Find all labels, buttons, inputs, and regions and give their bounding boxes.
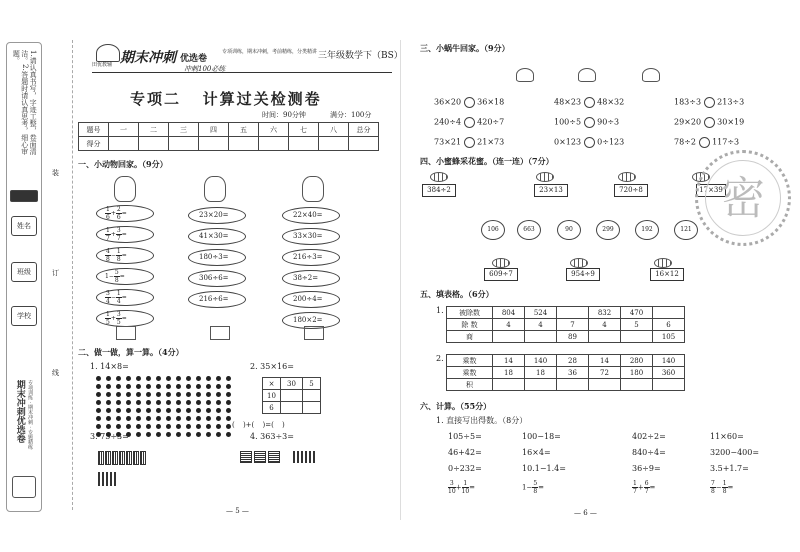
dot — [176, 424, 181, 429]
dot — [196, 376, 201, 381]
page-divider — [400, 40, 401, 520]
dot — [146, 432, 151, 437]
bee-icon — [618, 172, 636, 182]
section1-title: 一、小动物回家。（9分） — [78, 159, 168, 169]
compare-item: 48×23 48×32 — [554, 97, 625, 107]
s1-item: 22×40= — [282, 207, 340, 224]
dot — [156, 384, 161, 389]
dot-array — [96, 376, 233, 437]
dot — [106, 376, 111, 381]
score-header: 五 — [229, 123, 259, 137]
s3-grid — [434, 97, 794, 148]
dot — [176, 408, 181, 413]
dot — [226, 408, 231, 413]
grid-cell[interactable] — [303, 402, 321, 414]
dot — [176, 384, 181, 389]
dot — [166, 432, 171, 437]
oral-item: 402÷2= — [632, 432, 666, 441]
dot — [196, 416, 201, 421]
dot — [186, 384, 191, 389]
dot — [126, 416, 131, 421]
compare-item: 100÷5 90÷3 — [554, 117, 620, 127]
s1-item: 38÷2= — [282, 270, 340, 287]
oral-item: 46+42= — [448, 448, 482, 458]
flower-answer[interactable]: 90 — [557, 220, 581, 240]
bee-icon — [654, 258, 672, 268]
dot — [116, 408, 121, 413]
dot — [226, 392, 231, 397]
dot — [116, 424, 121, 429]
dot — [146, 376, 151, 381]
dot — [156, 416, 161, 421]
header-subslogan: 冲刺100必练 — [184, 65, 226, 73]
dot — [226, 416, 231, 421]
dot — [186, 400, 191, 405]
dot — [126, 400, 131, 405]
flower-answer[interactable]: 121 — [674, 220, 698, 240]
oral-item: 840÷4= — [632, 448, 666, 458]
dot — [96, 424, 101, 429]
field-name-label: 姓名 — [11, 216, 37, 236]
dot — [206, 392, 211, 397]
score-cell[interactable] — [139, 137, 169, 151]
exam-time: 时间：90分钟 — [262, 111, 306, 119]
s1-frac-item: $\frac{1}{5}$ + $\frac{3}{5}$ = — [96, 310, 154, 327]
house-icon — [210, 326, 230, 340]
snail-icon — [516, 68, 534, 82]
cut-line — [72, 40, 73, 510]
s2-q1: 1. 14×8= — [90, 362, 129, 371]
s1-item: 33×30= — [282, 228, 340, 245]
stick-bundles-icon — [98, 450, 147, 490]
page-title: 专项二 计算过关检测卷 — [130, 90, 322, 108]
dot — [216, 432, 221, 437]
dot — [226, 432, 231, 437]
dot — [156, 424, 161, 429]
compare-circle[interactable] — [464, 137, 475, 148]
dot — [186, 376, 191, 381]
product-cell[interactable] — [621, 379, 653, 391]
dot — [196, 432, 201, 437]
score-header: 三 — [169, 123, 199, 137]
dot — [116, 400, 121, 405]
oral-item: 10.1−1.4= — [522, 464, 566, 474]
dot — [106, 416, 111, 421]
oral-item: 3.5+1.7= — [710, 464, 749, 474]
product-cell[interactable] — [589, 379, 621, 391]
binding-field-logo — [10, 190, 38, 202]
s2-q2: 2. 35×16= — [250, 362, 294, 371]
score-cell[interactable] — [109, 137, 139, 151]
page-number-left: — 5 — — [226, 507, 249, 515]
dot — [96, 384, 101, 389]
bee-icon — [430, 172, 448, 182]
dot — [146, 384, 151, 389]
dot — [206, 384, 211, 389]
s6-grid — [448, 432, 790, 495]
score-header: 七 — [289, 123, 319, 137]
dot — [156, 400, 161, 405]
binding-brand-tags: 专项训练 · 期末冲刺 · 专题精练 — [27, 380, 33, 450]
compare-circle[interactable] — [704, 97, 715, 108]
dot — [146, 400, 151, 405]
dot — [126, 408, 131, 413]
dot — [226, 424, 231, 429]
house-icon — [304, 326, 324, 340]
s1-frac-item: $\frac{3}{4}$ − $\frac{1}{4}$ = — [96, 289, 154, 306]
s1-item: 216÷3= — [282, 249, 340, 266]
score-cell[interactable] — [289, 137, 319, 151]
table2-label: 2. — [436, 354, 444, 363]
compare-item: 73×21 21×73 — [434, 137, 505, 147]
header-rule — [92, 72, 392, 73]
section2-title: 二、做一做，算一算。（4分） — [78, 347, 184, 357]
compare-item: 0×123 0÷123 — [554, 137, 625, 147]
dot — [176, 400, 181, 405]
dot — [226, 384, 231, 389]
product-cell[interactable] — [653, 379, 685, 391]
dot — [156, 376, 161, 381]
dot — [196, 400, 201, 405]
dot — [146, 424, 151, 429]
multiplication-table: 乘数 14 140 28 14 280 140 乘数 18 18 36 72 180 360 积 — [446, 354, 685, 391]
dot — [226, 400, 231, 405]
dot — [126, 424, 131, 429]
dot — [126, 376, 131, 381]
score-header: 八 — [319, 123, 349, 137]
s1-item: 180×2= — [282, 312, 340, 329]
binding-instructions: 1.请认真书写，字迹工整，卷面清洁。2.答题时请认真思考，细心审题。 — [12, 50, 38, 155]
s1-item: 41×30= — [188, 228, 246, 245]
dot — [96, 416, 101, 421]
s1-frac-item: 1− $\frac{5}{8}$ = — [96, 268, 154, 285]
dot — [96, 376, 101, 381]
bee-problem[interactable]: 384÷2 — [422, 184, 456, 197]
compare-item: 78÷2 117÷3 — [674, 137, 740, 147]
dot — [186, 416, 191, 421]
bee-problem[interactable]: 23×13 — [534, 184, 568, 197]
section6-sub: 1. 直接写出得数。（8分） — [436, 416, 528, 425]
compare-circle[interactable] — [699, 137, 710, 148]
dot — [156, 392, 161, 397]
score-header: 总分 — [349, 123, 379, 137]
dot — [106, 400, 111, 405]
header-brand-suffix: 优选卷 — [180, 54, 208, 64]
score-table — [78, 122, 379, 151]
dot — [106, 424, 111, 429]
compare-circle[interactable] — [464, 97, 475, 108]
bee-problem[interactable]: 17×39 — [696, 184, 726, 197]
field-school-label: 学校 — [11, 306, 37, 326]
product-cell[interactable] — [525, 379, 557, 391]
confidential-stamp-text: 密 — [705, 160, 781, 236]
s2-q3: 3. 75÷3= — [90, 432, 129, 441]
score-row-label: 得分 — [79, 137, 109, 151]
dot — [216, 424, 221, 429]
score-cell[interactable] — [229, 137, 259, 151]
publisher-name: 田优教辅 — [92, 62, 113, 68]
dot — [96, 392, 101, 397]
compare-item: 36×20 36×18 — [434, 97, 505, 107]
hundred-blocks-icon — [240, 448, 317, 467]
exam-score: 满分：100分 — [330, 111, 372, 119]
s1-frac-item: $\frac{4}{8}$ − $\frac{1}{8}$ = — [96, 247, 154, 264]
dot — [96, 408, 101, 413]
dot — [136, 400, 141, 405]
dot — [186, 408, 191, 413]
dot — [216, 408, 221, 413]
grid-cell[interactable] — [281, 402, 303, 414]
oral-item: 0÷232= — [448, 464, 482, 474]
field-class-label: 班级 — [11, 262, 37, 282]
score-cell[interactable] — [259, 137, 289, 151]
header-slogan: 专项训练，期末冲刺，考前精练，分类精讲 — [222, 49, 318, 55]
compare-circle[interactable] — [704, 117, 715, 128]
animal-icon — [114, 176, 136, 202]
dot — [186, 432, 191, 437]
s1-item: 23×20= — [188, 207, 246, 224]
score-cell[interactable] — [319, 137, 349, 151]
dot — [216, 400, 221, 405]
frac-item: $\frac{3}{10}$ + $\frac{1}{10}$ = — [448, 479, 476, 495]
score-cell[interactable] — [349, 137, 379, 151]
score-header: 六 — [259, 123, 289, 137]
dot — [106, 408, 111, 413]
score-header: 四 — [199, 123, 229, 137]
binding-brand: 期末冲刺优选卷 — [14, 380, 25, 443]
dot — [126, 384, 131, 389]
compare-circle[interactable] — [464, 117, 475, 128]
compare-circle[interactable] — [584, 117, 595, 128]
frac-item: 1− $\frac{5}{8}$ = — [522, 479, 545, 495]
bee-problem[interactable]: 16×12 — [650, 268, 684, 281]
s1-col2 — [188, 207, 246, 312]
dot — [216, 376, 221, 381]
oral-item: 16×4= — [522, 448, 551, 458]
s1-frac-item: $\frac{1}{7}$ + $\frac{3}{7}$ = — [96, 226, 154, 243]
table1-label: 1. — [436, 306, 444, 315]
compare-item: 240÷4 420÷7 — [434, 117, 505, 127]
side-word-3: 线 — [52, 369, 59, 377]
snail-icon — [578, 68, 596, 82]
compare-circle[interactable] — [584, 97, 595, 108]
s1-item: 180÷3= — [188, 249, 246, 266]
dot — [216, 392, 221, 397]
dot — [136, 416, 141, 421]
dot — [196, 424, 201, 429]
dot — [136, 384, 141, 389]
section3-title: 三、小蜗牛回家。（9分） — [420, 43, 510, 53]
dot — [126, 392, 131, 397]
s2-q4: 4. 363÷3= — [250, 432, 294, 441]
bee-icon — [570, 258, 588, 268]
frac-item: $\frac{7}{8}$ − $\frac{1}{8}$ = — [711, 479, 734, 495]
side-word-2: 订 — [52, 269, 59, 277]
division-table: 被除数 804 524 832 470 除 数 4 4 7 4 5 6 商 89 105 — [446, 306, 685, 343]
bee-icon — [492, 258, 510, 268]
dot — [106, 384, 111, 389]
compare-item: 29×20 30×19 — [674, 117, 745, 127]
animal-icon — [204, 176, 226, 202]
dot — [196, 392, 201, 397]
section6-title: 六、计算。（55分） — [420, 401, 492, 411]
section5-title: 五、填表格。（6分） — [420, 289, 494, 299]
dot — [166, 416, 171, 421]
s1-item: 200÷4= — [282, 291, 340, 308]
compare-item: 183÷3 213÷3 — [674, 97, 745, 107]
oral-item: 11×60= — [710, 432, 744, 441]
bee-icon — [536, 172, 554, 182]
dot — [146, 392, 151, 397]
dot — [196, 408, 201, 413]
flower-answer[interactable]: 299 — [596, 220, 620, 240]
oral-item: 3200−400= — [710, 448, 760, 458]
dot — [176, 392, 181, 397]
s1-item: 216÷6= — [188, 291, 246, 308]
dot — [146, 416, 151, 421]
house-icon — [116, 326, 136, 340]
dot — [136, 392, 141, 397]
dot — [176, 432, 181, 437]
dot — [206, 408, 211, 413]
s1-col1 — [96, 205, 154, 331]
dot — [136, 424, 141, 429]
oral-item: 36÷9= — [632, 464, 661, 474]
grid-cell[interactable] — [281, 390, 303, 402]
oral-item: 100−18= — [522, 432, 561, 441]
dot — [186, 424, 191, 429]
dot — [206, 400, 211, 405]
dot — [206, 416, 211, 421]
dot — [166, 400, 171, 405]
bee-problem[interactable]: 720÷8 — [614, 184, 648, 197]
score-header: 一 — [109, 123, 139, 137]
dot — [206, 376, 211, 381]
score-cell[interactable] — [169, 137, 199, 151]
bee-problem[interactable]: 609÷7 — [484, 268, 518, 281]
flower-answer[interactable]: 663 — [517, 220, 541, 240]
dot — [136, 432, 141, 437]
dot — [216, 416, 221, 421]
dot — [116, 392, 121, 397]
dot — [116, 384, 121, 389]
multiplication-grid: × 30 5 10 6 — [262, 377, 321, 414]
product-cell[interactable] — [557, 379, 589, 391]
dot — [176, 416, 181, 421]
dot — [226, 376, 231, 381]
grade-label: 三年级数学下（BS） — [318, 51, 403, 61]
oral-item: 105÷5= — [448, 432, 482, 441]
animal-icon — [302, 176, 324, 202]
dot — [116, 376, 121, 381]
dot — [96, 400, 101, 405]
dot — [156, 408, 161, 413]
dot — [166, 384, 171, 389]
compare-circle[interactable] — [584, 137, 595, 148]
score-cell[interactable] — [199, 137, 229, 151]
dot — [146, 408, 151, 413]
dot — [166, 424, 171, 429]
frac-item: $\frac{1}{7}$ + $\frac{6}{7}$ = — [633, 479, 656, 495]
dot — [156, 432, 161, 437]
product-cell[interactable] — [493, 379, 525, 391]
publisher-logo-icon — [12, 476, 36, 498]
dot — [206, 424, 211, 429]
snail-icon — [642, 68, 660, 82]
section4-title: 四、小蜜蜂采花蜜。（连一连）（7分） — [420, 156, 554, 166]
header-brand: 期末冲刺 — [120, 50, 176, 66]
dot — [206, 432, 211, 437]
dot — [176, 376, 181, 381]
s1-col3 — [282, 207, 340, 333]
flower-answer[interactable]: 106 — [481, 220, 505, 240]
dot — [166, 408, 171, 413]
grid-cell[interactable] — [303, 390, 321, 402]
dot — [116, 416, 121, 421]
s1-frac-item: $\frac{1}{6}$ + $\frac{2}{6}$ = — [96, 205, 154, 222]
dot — [136, 408, 141, 413]
dot — [166, 392, 171, 397]
flower-answer[interactable]: 192 — [635, 220, 659, 240]
s1-item: 306÷6= — [188, 270, 246, 287]
score-header: 题号 — [79, 123, 109, 137]
score-header: 二 — [139, 123, 169, 137]
dot — [166, 376, 171, 381]
s2-blanks[interactable]: ( )+( )=( ) — [232, 421, 285, 429]
side-word-1: 装 — [52, 169, 59, 177]
dot — [186, 392, 191, 397]
dot — [106, 392, 111, 397]
bee-problem[interactable]: 954÷9 — [566, 268, 600, 281]
page-number-right: — 6 — — [574, 509, 597, 517]
publisher-logo-icon — [96, 44, 120, 62]
dot — [216, 384, 221, 389]
dot — [136, 376, 141, 381]
dot — [196, 384, 201, 389]
